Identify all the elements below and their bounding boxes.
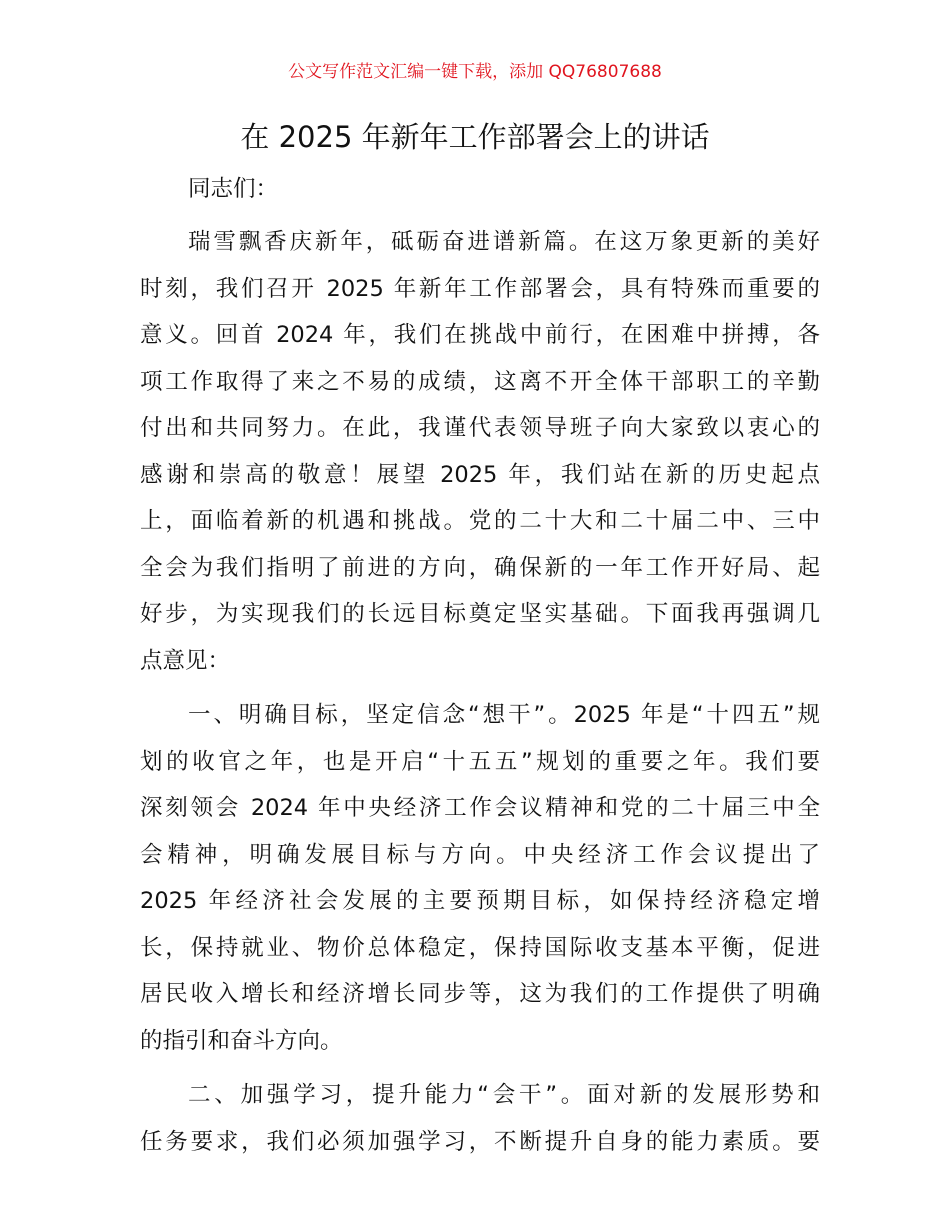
watermark-download-notice: 公文写作范文汇编一键下载，添加 QQ76807688 xyxy=(288,62,662,82)
paragraph-line: 会精神，明确发展目标与方向。中央经济工作会议提出了 xyxy=(140,841,820,868)
paragraph xyxy=(140,692,820,1064)
paragraph-line: 项工作取得了来之不易的成绩，这离不开全体干部职工的辛勤 xyxy=(140,368,820,395)
document-body xyxy=(140,166,820,1173)
paragraph-line: 深刻领会 2024 年中央经济工作会议精神和党的二十届三中全 xyxy=(140,795,820,821)
paragraph-line: 全会为我们指明了前进的方向，确保新的一年工作开好局、起 xyxy=(140,554,820,581)
paragraph-line: 付出和共同努力。在此，我谨代表领导班子向大家致以衷心的 xyxy=(140,415,820,441)
paragraph-line: 瑞雪飘香庆新年，砥砺奋进谱新篇。在这万象更新的美好 xyxy=(188,229,820,255)
paragraph-line: 时刻，我们召开 2025 年新年工作部署会，具有特殊而重要的 xyxy=(140,275,820,302)
paragraph-line: 长，保持就业、物价总体稳定，保持国际收支基本平衡，促进 xyxy=(140,934,820,961)
paragraph xyxy=(140,219,820,684)
paragraph-line: 的指引和奋斗方向。 xyxy=(140,1027,343,1054)
paragraph-line: 二、加强学习，提升能力“会干”。面对新的发展形势和 xyxy=(188,1082,820,1108)
paragraph-line: 任务要求，我们必须加强学习，不断提升自身的能力素质。要 xyxy=(140,1128,820,1155)
paragraph xyxy=(140,1072,820,1165)
paragraph-line: 2025 年经济社会发展的主要预期目标，如保持经济稳定增 xyxy=(140,888,820,914)
paragraph-line: 上，面临着新的机遇和挑战。党的二十大和二十届二中、三中 xyxy=(140,508,820,534)
paragraph-line: 感谢和崇高的敬意！展望 2025 年，我们站在新的历史起点 xyxy=(140,461,820,488)
paragraph-line: 一、明确目标，坚定信念“想干”。2025 年是“十四五”规 xyxy=(188,702,820,728)
paragraph-line: 划的收官之年，也是开启“十五五”规划的重要之年。我们要 xyxy=(140,748,820,775)
document-title: 在 2025 年新年工作部署会上的讲话 xyxy=(240,120,710,154)
paragraph-line: 居民收入增长和经济增长同步等，这为我们的工作提供了明确 xyxy=(140,981,820,1007)
paragraph-line: 意义。回首 2024 年，我们在挑战中前行，在困难中拼搏，各 xyxy=(140,322,820,348)
paragraph-line: 好步，为实现我们的长远目标奠定坚实基础。下面我再强调几 xyxy=(140,601,820,627)
salutation: 同志们： xyxy=(188,176,279,202)
paragraph-line: 点意见： xyxy=(140,647,231,674)
